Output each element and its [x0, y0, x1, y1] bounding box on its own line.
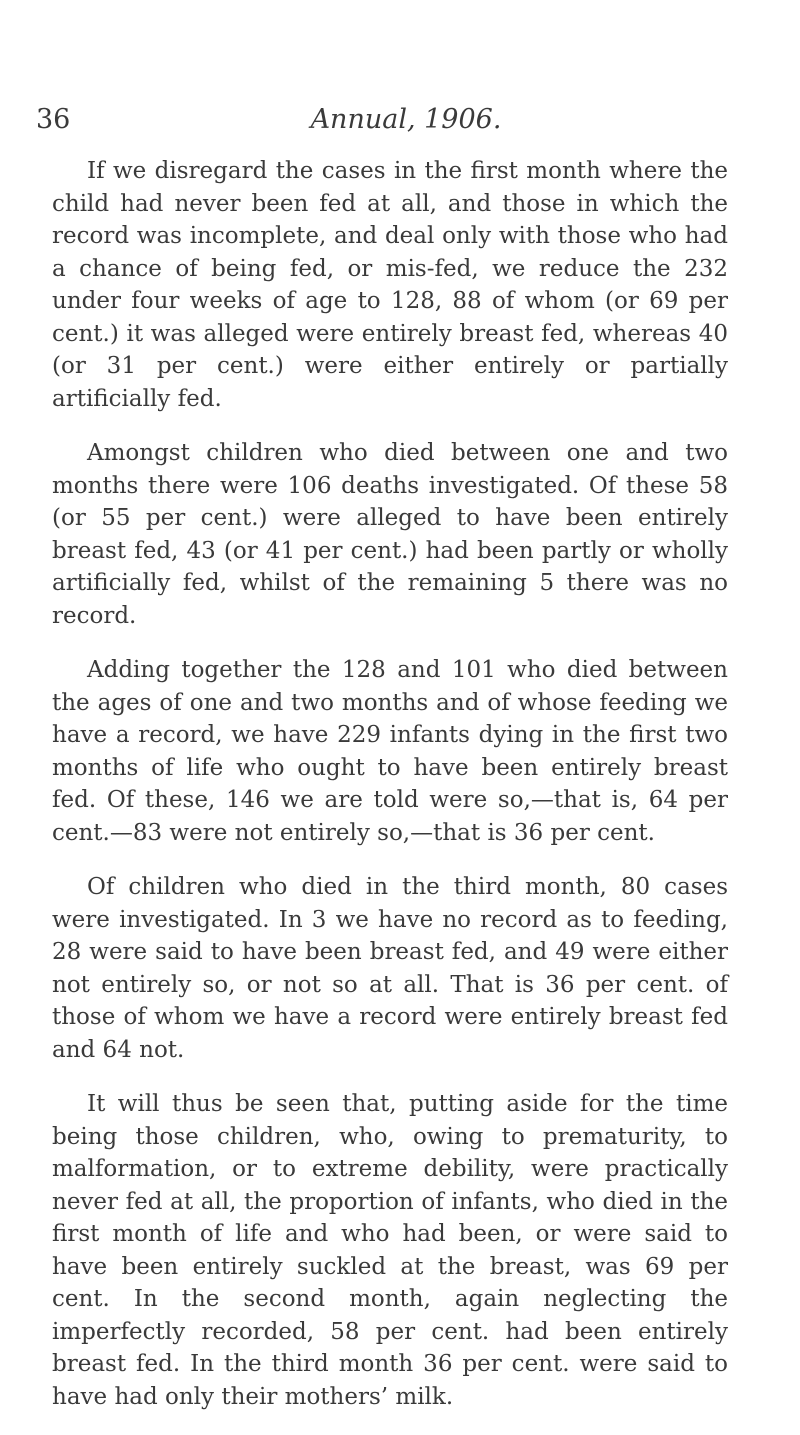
page-header	[36, 104, 736, 144]
paragraph-1: If we disregard the cases in the first month where the child had never been fed at all, and those in which the record was incomplete, and deal only with those who had a chance of being fed, or mis-fed, we reduce the 232 under four weeks of age to 128, 88 of whom (or 69 per cent.) it was alleged were entirely breast fed, whereas 40 (or 31 per cent.) were either entirely or partially artificially fed.	[52, 158, 728, 412]
page-number: 36	[36, 104, 71, 135]
paragraph-5: It will thus be seen that, putting aside for the time being those children, who, owing to prematurity, to malformation, or to extreme debility, were practically never fed at all, the proportion of infants, who died in the first month of life and who had been, or were said to have been entirely suckled at the breast, was 69 per cent. In the second month, again neglecting the imperfectly recorded, 58 per cent. had been entirely breast fed. In the third month 36 per cent. were said to have had only their mothers’ milk.	[52, 1091, 728, 1410]
paragraph-4: Of children who died in the third month, 80 cases were investigated. In 3 we have no record as to feeding, 28 were said to have been breast fed, and 49 were either not entirely so, or not so at all. That is 36 per cent. of those of whom we have a record were entirely breast fed and 64 not.	[52, 874, 728, 1063]
paragraph-3: Adding together the 128 and 101 who died between the ages of one and two months and of whose feeding we have a record, we have 229 infants dying in the first two months of life who ought to have been entirely breast fed. Of these, 146 we are told were so,—that is, 64 per cent.—83 were not entirely so,—that is 36 per cent.	[52, 657, 728, 846]
body-text	[52, 155, 728, 1435]
running-title: Annual, 1906.	[310, 104, 502, 135]
paragraph-2: Amongst children who died between one and two months there were 106 deaths investigated. Of these 58 (or 55 per cent.) were alleged to have been entirely breast fed, 43 (or 41 per cent.) had been partly or wholly artificially fed, whilst of the remaining 5 there was no record.	[52, 440, 728, 629]
